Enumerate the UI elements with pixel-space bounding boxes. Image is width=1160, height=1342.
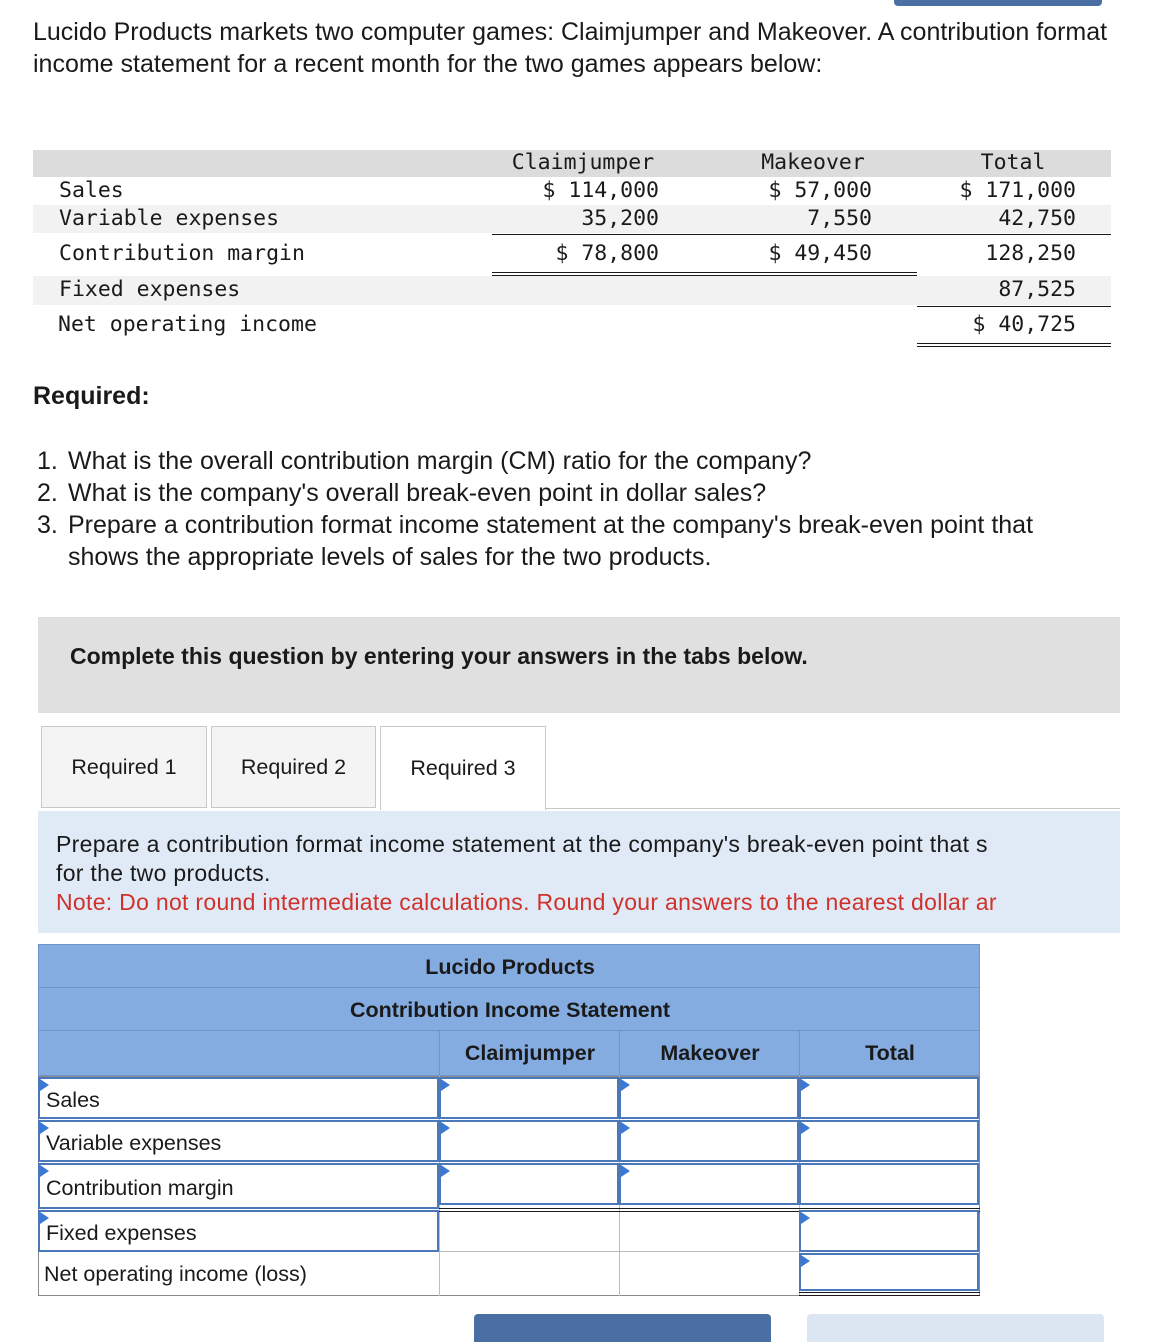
- given-label-variable-expenses: Variable expenses: [59, 206, 280, 231]
- contribution-margin-claimjumper-input[interactable]: [439, 1163, 619, 1205]
- given-value: 7,550: [807, 206, 872, 231]
- answer-col-claimjumper: Claimjumper: [464, 1041, 596, 1065]
- contribution-margin-makeover-input[interactable]: [619, 1163, 799, 1205]
- given-value: $ 40,725: [972, 312, 1076, 337]
- tab-required-2[interactable]: Required 2: [211, 726, 376, 808]
- problem-intro: Lucido Products markets two computer games: Claimjumper and Makeover. A contribution format income statement for a recent month for the two games appears below:: [33, 18, 1108, 78]
- double-underline: [917, 343, 1111, 347]
- answer-table-title: Contribution Income Statement: [349, 998, 671, 1022]
- given-col-total: Total: [980, 150, 1046, 175]
- given-value: 128,250: [985, 241, 1076, 266]
- double-underline: [492, 272, 917, 276]
- instructions-panel: [38, 811, 1120, 933]
- given-col-claimjumper: Claimjumper: [511, 150, 655, 175]
- answer-table-column-header-row: [38, 1030, 980, 1076]
- given-value: $ 57,000: [768, 178, 872, 203]
- net-operating-income-total-input[interactable]: [799, 1253, 979, 1291]
- top-action-button[interactable]: [894, 0, 1102, 6]
- sales-claimjumper-input[interactable]: [439, 1077, 619, 1119]
- answer-table-title-row: [38, 987, 980, 1031]
- required-item: 1. What is the overall contribution margin (CM) ratio for the company?: [37, 447, 812, 475]
- underline: [492, 234, 917, 235]
- answer-label-variable-expenses[interactable]: Variable expenses: [38, 1120, 439, 1162]
- given-value: $ 114,000: [542, 178, 659, 203]
- answer-col-total: Total: [865, 1041, 915, 1065]
- answer-row-sales: [38, 1077, 980, 1121]
- answer-row-fixed-expenses: [38, 1210, 980, 1254]
- given-value: 35,200: [581, 206, 659, 231]
- sales-makeover-input[interactable]: [619, 1077, 799, 1119]
- instructions-line: for the two products.: [56, 860, 271, 886]
- answer-label-fixed-expenses[interactable]: Fixed expenses: [38, 1210, 439, 1252]
- given-label-sales: Sales: [59, 178, 124, 203]
- fixed-expenses-total-input[interactable]: [799, 1210, 979, 1252]
- answer-label-net-operating-income: Net operating income (loss): [44, 1262, 307, 1286]
- given-value: $ 49,450: [768, 241, 872, 266]
- given-value: $ 171,000: [959, 178, 1076, 203]
- instructions-note: Note: Do not round intermediate calculations. Round your answers to the nearest dollar ar: [56, 889, 997, 915]
- given-label-fixed-expenses: Fixed expenses: [59, 277, 241, 302]
- complete-prompt: Complete this question by entering your answers in the tabs below.: [70, 643, 808, 669]
- answer-row-variable-expenses: [38, 1120, 980, 1164]
- given-value: $ 78,800: [555, 241, 659, 266]
- given-income-statement: [33, 150, 1111, 350]
- given-col-makeover: Makeover: [761, 150, 865, 175]
- underline: [917, 234, 1111, 235]
- required-list: [37, 445, 1077, 573]
- required-item: 3. Prepare a contribution format income statement at the company's break-even point that shows the appropriate levels of sales for the two products.: [37, 511, 1034, 571]
- answer-table-company-row: [38, 944, 980, 988]
- answer-row-net-operating-income: [38, 1253, 980, 1297]
- tab-required-1[interactable]: Required 1: [41, 726, 207, 808]
- variable-expenses-makeover-input[interactable]: [619, 1120, 799, 1162]
- given-value: 87,525: [998, 277, 1076, 302]
- answer-row-contribution-margin: [38, 1163, 980, 1207]
- instructions-line: Prepare a contribution format income statement at the company's break-even point that s: [56, 831, 988, 857]
- answer-label-sales[interactable]: Sales: [38, 1077, 439, 1119]
- answer-company-name: Lucido Products: [425, 955, 595, 979]
- answer-label-contribution-margin[interactable]: Contribution margin: [38, 1163, 439, 1209]
- given-value: 42,750: [998, 206, 1076, 231]
- required-heading: Required:: [33, 382, 150, 410]
- tab-bar-divider: [546, 808, 1120, 809]
- contribution-margin-total-input[interactable]: [799, 1163, 979, 1205]
- variable-expenses-total-input[interactable]: [799, 1120, 979, 1162]
- next-button[interactable]: [807, 1314, 1104, 1342]
- given-label-net-operating-income: Net operating income: [58, 312, 317, 337]
- given-label-contribution-margin: Contribution margin: [59, 241, 305, 266]
- variable-expenses-claimjumper-input[interactable]: [439, 1120, 619, 1162]
- prev-button[interactable]: [474, 1314, 771, 1342]
- underline: [917, 306, 1111, 307]
- required-item: 2. What is the company's overall break-even point in dollar sales?: [37, 479, 767, 507]
- answer-col-makeover: Makeover: [660, 1041, 760, 1065]
- sales-total-input[interactable]: [799, 1077, 979, 1119]
- tab-required-3[interactable]: Required 3: [380, 726, 546, 810]
- complete-instructions-box: [38, 617, 1120, 713]
